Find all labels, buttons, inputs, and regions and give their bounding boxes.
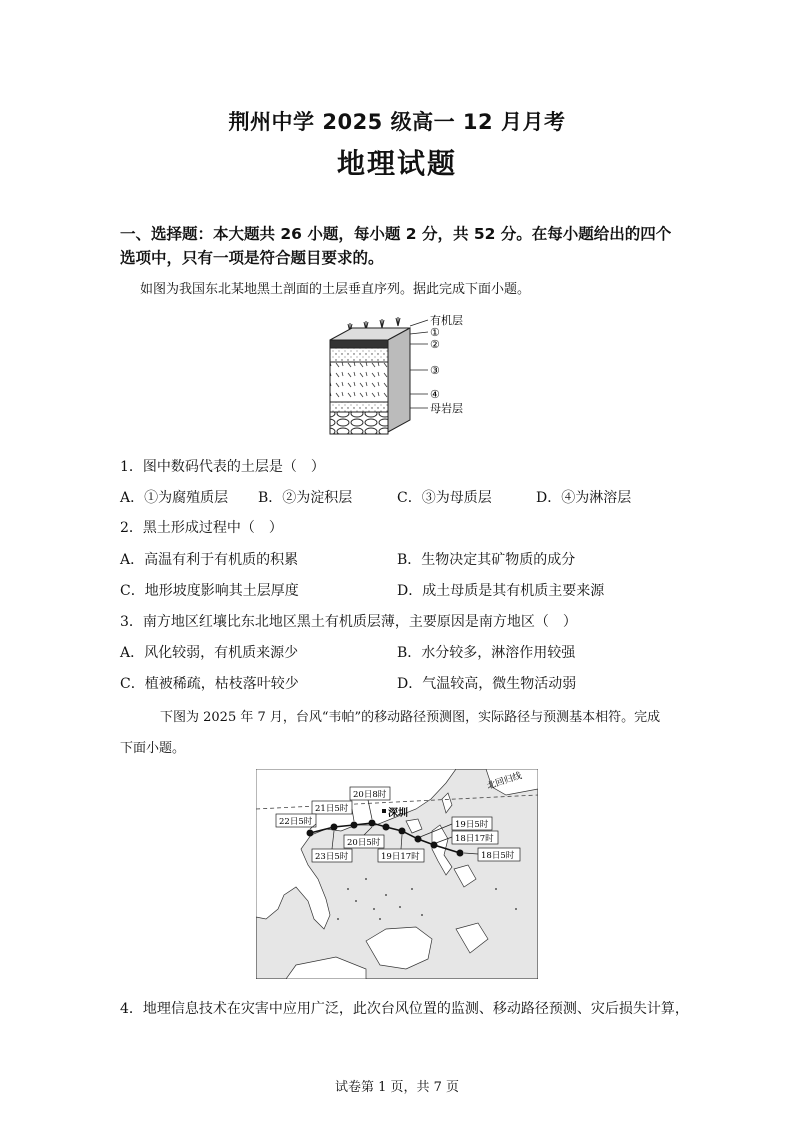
question-1-stem: 1．图中数码代表的土层是（ ）: [120, 459, 325, 475]
soil-profile-figure: [322, 310, 482, 442]
section-heading-line1: 一、选择题：本大题共 26 小题，每小题 2 分，共 52 分。在每小题给出的四个: [120, 225, 672, 243]
svg-text:21日5时: 21日5时: [315, 804, 349, 814]
shenzhen-label: 深圳: [388, 808, 408, 819]
typhoon-map: [256, 769, 538, 979]
q3-option-d: D．气温较高，微生物活动弱: [397, 676, 577, 692]
svg-text:19日5时: 19日5时: [455, 820, 489, 830]
label-bedrock: 母岩层: [430, 402, 463, 415]
svg-text:22日5时: 22日5时: [279, 817, 313, 827]
q2-option-d: D．成土母质是其有机质主要来源: [397, 583, 605, 599]
layer-1: [330, 348, 388, 362]
group1-intro: 如图为我国东北某地黑土剖面的土层垂直序列。据此完成下面小题。: [140, 282, 531, 297]
q3-option-a: A．风化较弱，有机质来源少: [120, 645, 299, 661]
label-1: ①: [430, 326, 440, 339]
layer-4: [330, 402, 388, 412]
svg-text:18日17时: 18日17时: [455, 834, 494, 844]
svg-text:18日5时: 18日5时: [481, 851, 515, 861]
bedrock-layer: [330, 412, 388, 434]
q2-option-a: A．高温有利于有机质的积累: [120, 552, 299, 568]
svg-text:20日5时: 20日5时: [347, 838, 381, 848]
q1-option-d: D．④为淋溶层: [536, 490, 632, 506]
label-organic: 有机层: [430, 314, 463, 327]
q3-option-b: B．水分较多，淋溶作用较强: [397, 645, 576, 661]
section-heading-line2: 选项中，只有一项是符合题目要求的。: [120, 249, 384, 267]
group2-intro-line1: 下图为 2025 年 7 月，台风“韦帕”的移动路径预测图，实际路径与预测基本相符。完成: [160, 710, 661, 725]
q3-option-c: C．植被稀疏，枯枝落叶较少: [120, 676, 299, 692]
organic-layer: [330, 340, 388, 348]
tropic-label: 北回归线: [485, 771, 524, 792]
layer-3: [330, 362, 388, 402]
group2-intro-line2: 下面小题。: [120, 741, 186, 756]
q2-option-c: C．地形坡度影响其土层厚度: [120, 583, 299, 599]
label-3: ③: [430, 364, 440, 377]
q1-option-b: B．②为淀积层: [258, 490, 353, 506]
q2-option-b: B．生物决定其矿物质的成分: [397, 552, 576, 568]
svg-text:20日8时: 20日8时: [353, 790, 387, 800]
question-3-stem: 3．南方地区红壤比东北地区黑土有机质层薄，主要原因是南方地区（ ）: [120, 614, 577, 630]
label-2: ②: [430, 338, 440, 351]
svg-text:23日5时: 23日5时: [315, 852, 349, 862]
q1-option-c: C．③为母质层: [397, 490, 492, 506]
shenzhen-marker: [382, 809, 386, 813]
question-4-stem: 4．地理信息技术在灾害中应用广泛，此次台风位置的监测、移动路径预测、灾后损失计算，: [120, 1001, 689, 1017]
question-2-stem: 2．黑土形成过程中（ ）: [120, 520, 283, 536]
label-4: ④: [430, 388, 440, 401]
q1-option-a: A．①为腐殖质层: [120, 490, 229, 506]
exam-title: 荆州中学 2025 级高一 12 月月考: [228, 110, 566, 134]
page-footer: 试卷第 1 页，共 7 页: [334, 1080, 460, 1095]
subject-title: 地理试题: [336, 147, 457, 180]
svg-text:19日17时: 19日17时: [381, 852, 420, 862]
